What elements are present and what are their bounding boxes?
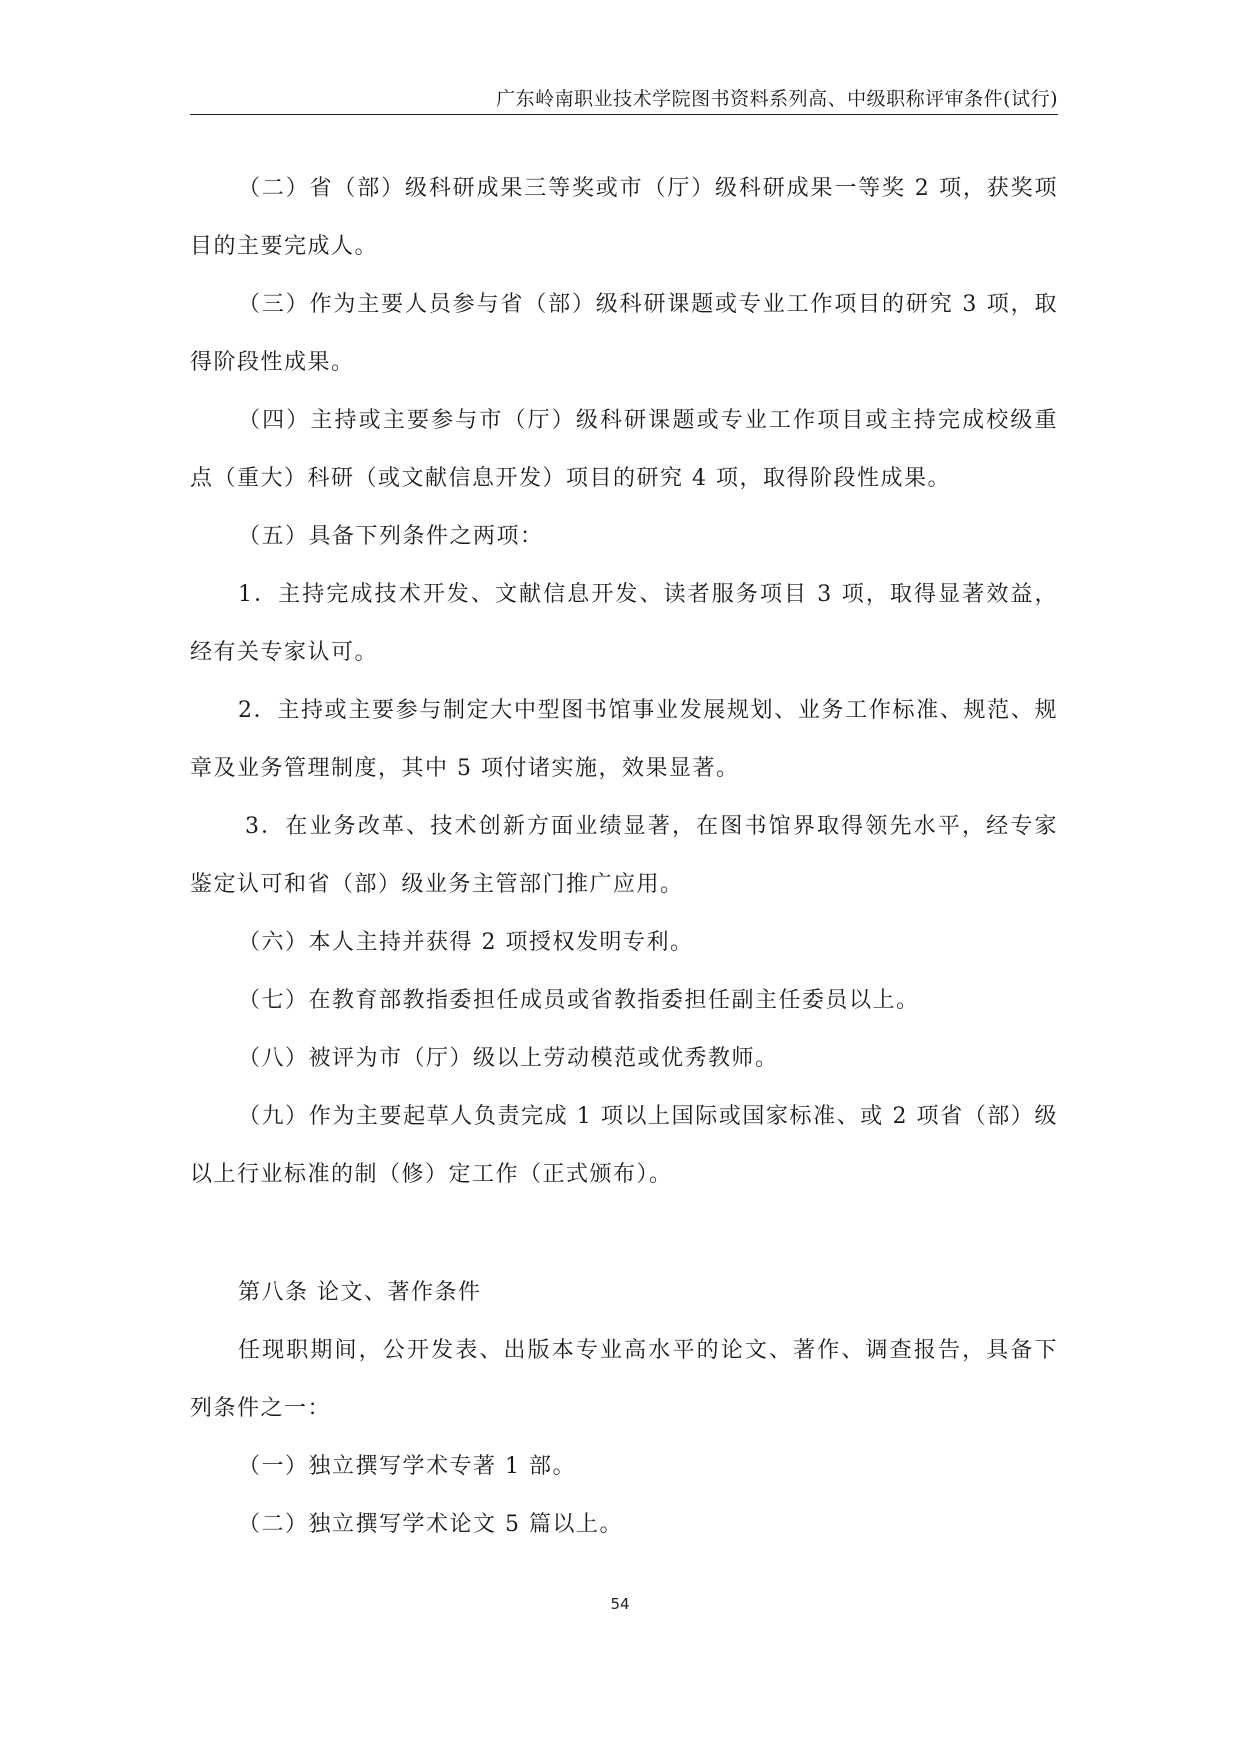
section-heading: 第八条 论文、著作条件 — [238, 1280, 482, 1305]
paragraph-model-worker: （八）被评为市（厅）级以上劳动模范或优秀教师。 — [238, 1046, 779, 1071]
paragraph-award: （二）省（部）级科研成果三等奖或市（厅）级科研成果一等奖 2 项，获奖项目的主要完成人。 — [190, 176, 1058, 259]
paragraph-standards: （九）作为主要起草人负责完成 1 项以上国际或国家标准、或 2 项省（部）级以上行业标准的制（修）定工作（正式颁布）。 — [190, 1104, 1058, 1187]
document-body — [190, 160, 1058, 1554]
header-divider — [190, 114, 1058, 115]
paragraph-condition-3: 3．在业务改革、技术创新方面业绩显著，在图书馆界取得领先水平，经专家鉴定认可和省（部）级业务主管部门推广应用。 — [190, 814, 1058, 897]
paragraph-condition-2: 2．主持或主要参与制定大中型图书馆事业发展规划、业务工作标准、规范、规章及业务管理制度，其中 5 项付诸实施，效果显著。 — [190, 698, 1058, 781]
paragraph-patents: （六）本人主持并获得 2 项授权发明专利。 — [238, 930, 694, 955]
paragraph-two-conditions: （五）具备下列条件之两项： — [238, 524, 544, 549]
paragraph-city-research: （四）主持或主要参与市（厅）级科研课题或专业工作项目或主持完成校级重点（重大）科研（或文献信息开发）项目的研究 4 项，取得阶段性成果。 — [190, 408, 1058, 491]
section-intro: 任现职期间，公开发表、出版本专业高水平的论文、著作、调查报告，具备下列条件之一： — [190, 1338, 1058, 1421]
section-spacer — [190, 1204, 1058, 1264]
page-number: 54 — [610, 1595, 630, 1613]
paragraph-condition-1: 1．主持完成技术开发、文献信息开发、读者服务项目 3 项，取得显著效益，经有关专家认可。 — [190, 582, 1058, 665]
paragraph-provincial-research: （三）作为主要人员参与省（部）级科研课题或专业工作项目的研究 3 项，取得阶段性成果。 — [190, 292, 1058, 375]
section-item-1: （一）独立撰写学术专著 1 部。 — [238, 1454, 576, 1479]
running-header: 广东岭南职业技术学院图书资料系列高、中级职称评审条件(试行) — [496, 88, 1058, 110]
section-item-2: （二）独立撰写学术论文 5 篇以上。 — [238, 1512, 623, 1537]
paragraph-committee: （七）在教育部教指委担任成员或省教指委担任副主任委员以上。 — [238, 988, 920, 1013]
